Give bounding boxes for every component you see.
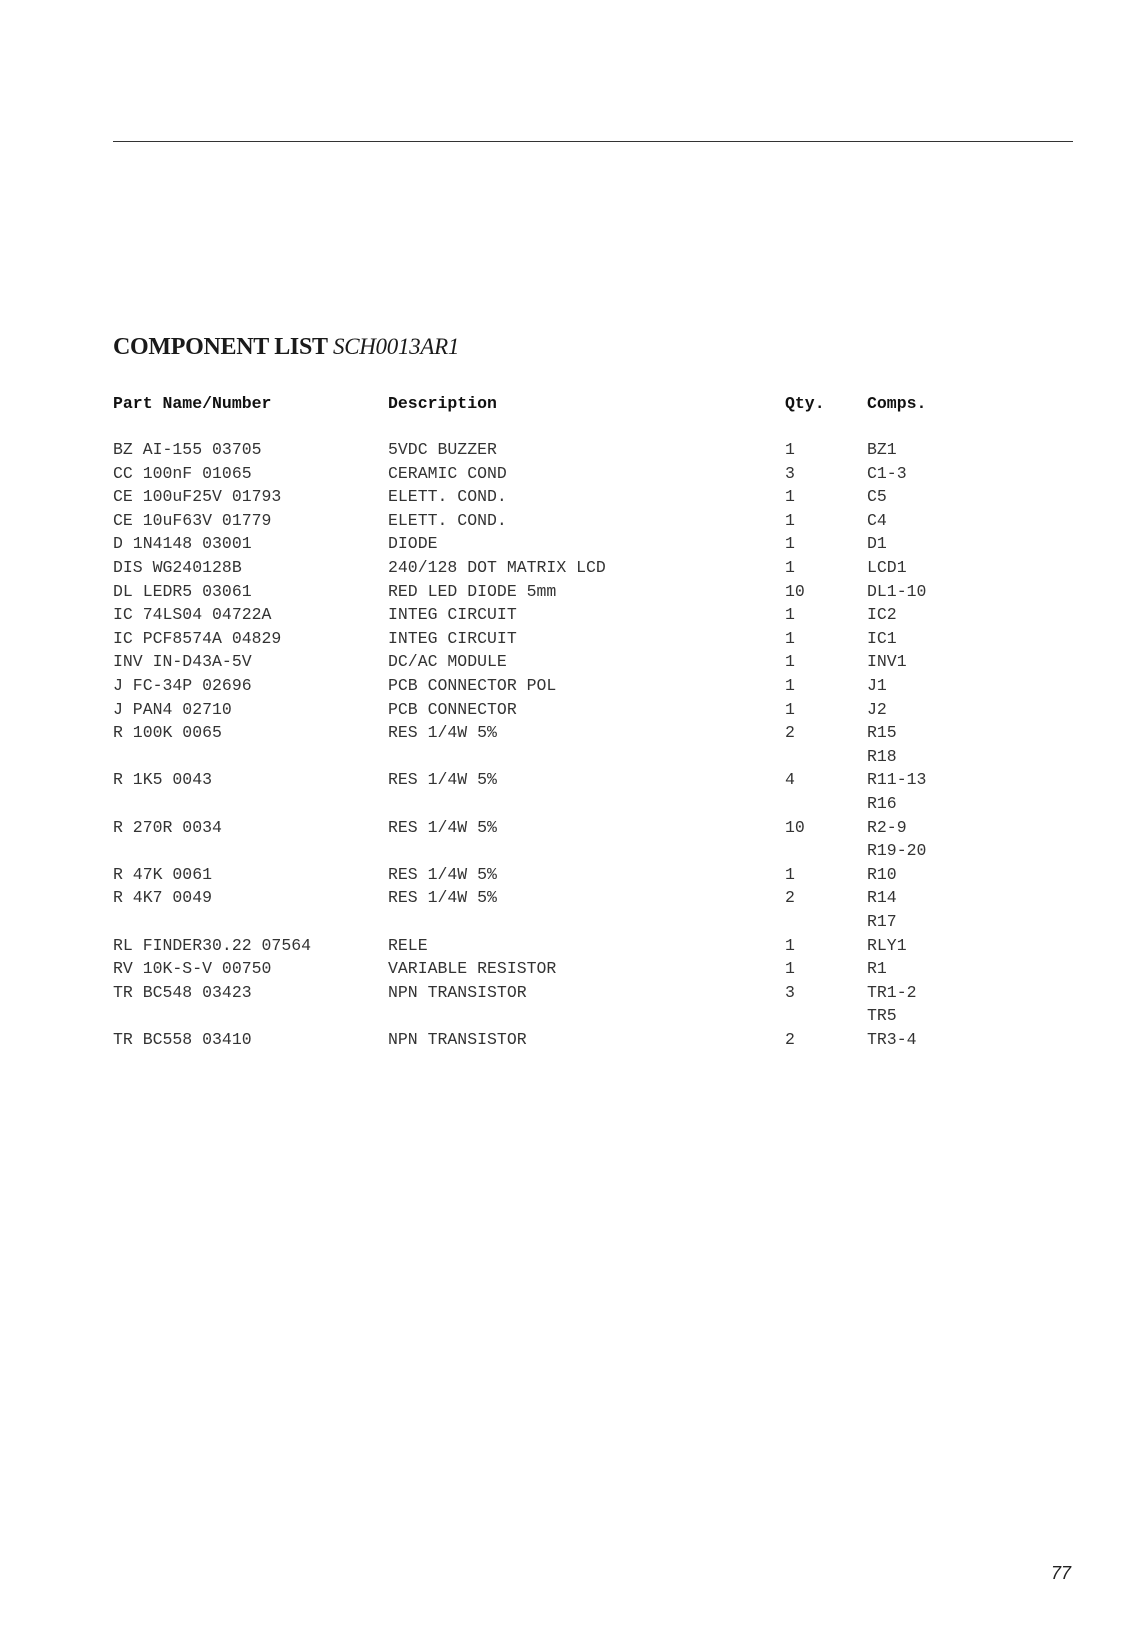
cell-comps: RLY1 xyxy=(867,935,907,955)
header-qty: Qty. xyxy=(785,394,825,413)
table-row xyxy=(0,841,1127,865)
cell-qty: 2 xyxy=(785,723,795,743)
table-row xyxy=(0,747,1127,771)
cell-part: R 47K 0061 xyxy=(113,864,213,884)
cell-part: RL FINDER30.22 07564 xyxy=(113,935,312,955)
cell-comps: R10 xyxy=(867,864,897,884)
cell-qty: 2 xyxy=(785,1030,795,1049)
table-row xyxy=(0,1006,1127,1030)
cell-part: R 4K7 0049 xyxy=(113,888,213,908)
cell-qty: 2 xyxy=(785,888,795,908)
cell-qty: 1 xyxy=(785,440,795,459)
cell-description: INTEG CIRCUIT xyxy=(388,628,517,648)
cell-part: D 1N4148 03001 xyxy=(113,534,252,554)
cell-qty: 1 xyxy=(785,605,795,625)
table-row xyxy=(0,652,1127,676)
table-row xyxy=(0,676,1127,700)
table-row xyxy=(0,983,1127,1007)
cell-qty: 1 xyxy=(785,510,795,530)
cell-comps: TR1-2 xyxy=(867,982,917,1002)
cell-qty: 3 xyxy=(785,982,795,1002)
cell-comps: R1 xyxy=(867,959,887,979)
cell-part: IC PCF8574A 04829 xyxy=(113,628,282,648)
cell-description: RES 1/4W 5% xyxy=(388,770,497,790)
cell-comps: C5 xyxy=(867,487,887,507)
cell-qty: 3 xyxy=(785,463,795,483)
cell-comps: DL1-10 xyxy=(867,581,927,601)
cell-part: IC 74LS04 04722A xyxy=(113,605,272,625)
cell-part: R 1K5 0043 xyxy=(113,770,213,790)
table-row xyxy=(0,629,1127,653)
cell-description: RED LED DIODE 5mm xyxy=(388,581,557,601)
cell-part: TR BC558 03410 xyxy=(113,1030,252,1049)
cell-comps: R19-20 xyxy=(867,841,927,861)
top-rule xyxy=(113,141,1073,142)
table-row xyxy=(0,605,1127,629)
cell-part: R 100K 0065 xyxy=(113,723,222,743)
table-row xyxy=(0,558,1127,582)
cell-comps: R14 xyxy=(867,888,897,908)
table-row xyxy=(0,912,1127,936)
cell-part: DIS WG240128B xyxy=(113,558,242,577)
cell-description: RES 1/4W 5% xyxy=(388,888,497,908)
cell-comps: LCD1 xyxy=(867,558,907,577)
cell-comps: J1 xyxy=(867,676,887,695)
cell-description: DIODE xyxy=(388,534,438,554)
cell-qty: 1 xyxy=(785,558,795,577)
cell-description: INTEG CIRCUIT xyxy=(388,605,517,625)
table-row xyxy=(0,936,1127,960)
cell-description: NPN TRANSISTOR xyxy=(388,1030,527,1049)
cell-description: 5VDC BUZZER xyxy=(388,440,497,459)
page-title xyxy=(113,334,459,361)
header-comps: Comps. xyxy=(867,394,927,413)
cell-comps: R17 xyxy=(867,912,897,931)
cell-part: CE 10uF63V 01779 xyxy=(113,510,272,530)
cell-comps: IC2 xyxy=(867,605,897,625)
cell-qty: 1 xyxy=(785,959,795,979)
cell-qty: 4 xyxy=(785,770,795,790)
cell-comps: D1 xyxy=(867,534,887,554)
table-row xyxy=(0,511,1127,535)
cell-qty: 1 xyxy=(785,652,795,672)
table-row xyxy=(0,700,1127,724)
table-row xyxy=(0,865,1127,889)
header-part: Part Name/Number xyxy=(113,394,272,413)
table-row xyxy=(0,723,1127,747)
cell-part: CE 100uF25V 01793 xyxy=(113,487,282,507)
table-row xyxy=(0,464,1127,488)
cell-comps: C1-3 xyxy=(867,463,907,483)
cell-comps: R11-13 xyxy=(867,770,927,790)
cell-comps: R2-9 xyxy=(867,817,907,837)
cell-comps: R16 xyxy=(867,794,897,813)
cell-description: DC/AC MODULE xyxy=(388,652,507,672)
schematic-code: SCH0013AR1 xyxy=(333,334,460,359)
cell-part: BZ AI-155 03705 xyxy=(113,440,262,459)
table-row xyxy=(0,959,1127,983)
table-row xyxy=(0,487,1127,511)
header-description: Description xyxy=(388,394,497,413)
cell-qty: 1 xyxy=(785,676,795,695)
cell-qty: 1 xyxy=(785,864,795,884)
cell-comps: TR3-4 xyxy=(867,1030,917,1049)
cell-qty: 10 xyxy=(785,581,805,601)
table-row xyxy=(0,440,1127,464)
page-number: 77 xyxy=(1050,1563,1071,1583)
cell-part: J PAN4 02710 xyxy=(113,699,232,719)
cell-comps: R15 xyxy=(867,723,897,743)
cell-comps: C4 xyxy=(867,510,887,530)
cell-comps: R18 xyxy=(867,746,897,766)
table-row xyxy=(0,794,1127,818)
cell-description: RES 1/4W 5% xyxy=(388,723,497,743)
cell-description: 240/128 DOT MATRIX LCD xyxy=(388,558,606,577)
cell-part: INV IN-D43A-5V xyxy=(113,652,252,672)
cell-comps: BZ1 xyxy=(867,440,897,459)
table-row xyxy=(0,770,1127,794)
cell-qty: 10 xyxy=(785,817,805,837)
cell-description: RES 1/4W 5% xyxy=(388,817,497,837)
cell-part: RV 10K-S-V 00750 xyxy=(113,959,272,979)
cell-part: CC 100nF 01065 xyxy=(113,463,252,483)
cell-comps: IC1 xyxy=(867,628,897,648)
cell-qty: 1 xyxy=(785,628,795,648)
cell-qty: 1 xyxy=(785,699,795,719)
table-header xyxy=(0,394,1127,418)
cell-part: DL LEDR5 03061 xyxy=(113,581,252,601)
cell-description: CERAMIC COND xyxy=(388,463,507,483)
cell-description: VARIABLE RESISTOR xyxy=(388,959,557,979)
table-row xyxy=(0,818,1127,842)
cell-description: ELETT. COND. xyxy=(388,487,507,507)
cell-description: ELETT. COND. xyxy=(388,510,507,530)
cell-comps: INV1 xyxy=(867,652,907,672)
cell-description: PCB CONNECTOR xyxy=(388,699,517,719)
cell-description: RELE xyxy=(388,935,428,955)
table-row xyxy=(0,582,1127,606)
table-row xyxy=(0,888,1127,912)
table-row xyxy=(0,1030,1127,1054)
cell-qty: 1 xyxy=(785,534,795,554)
cell-part: R 270R 0034 xyxy=(113,817,222,837)
cell-part: TR BC548 03423 xyxy=(113,982,252,1002)
cell-description: PCB CONNECTOR POL xyxy=(388,676,557,695)
cell-qty: 1 xyxy=(785,935,795,955)
title-main: COMPONENT LIST xyxy=(113,334,328,360)
table-row xyxy=(0,534,1127,558)
cell-description: RES 1/4W 5% xyxy=(388,864,497,884)
cell-comps: J2 xyxy=(867,699,887,719)
cell-part: J FC-34P 02696 xyxy=(113,676,252,695)
cell-comps: TR5 xyxy=(867,1006,897,1026)
cell-qty: 1 xyxy=(785,487,795,507)
cell-description: NPN TRANSISTOR xyxy=(388,982,527,1002)
